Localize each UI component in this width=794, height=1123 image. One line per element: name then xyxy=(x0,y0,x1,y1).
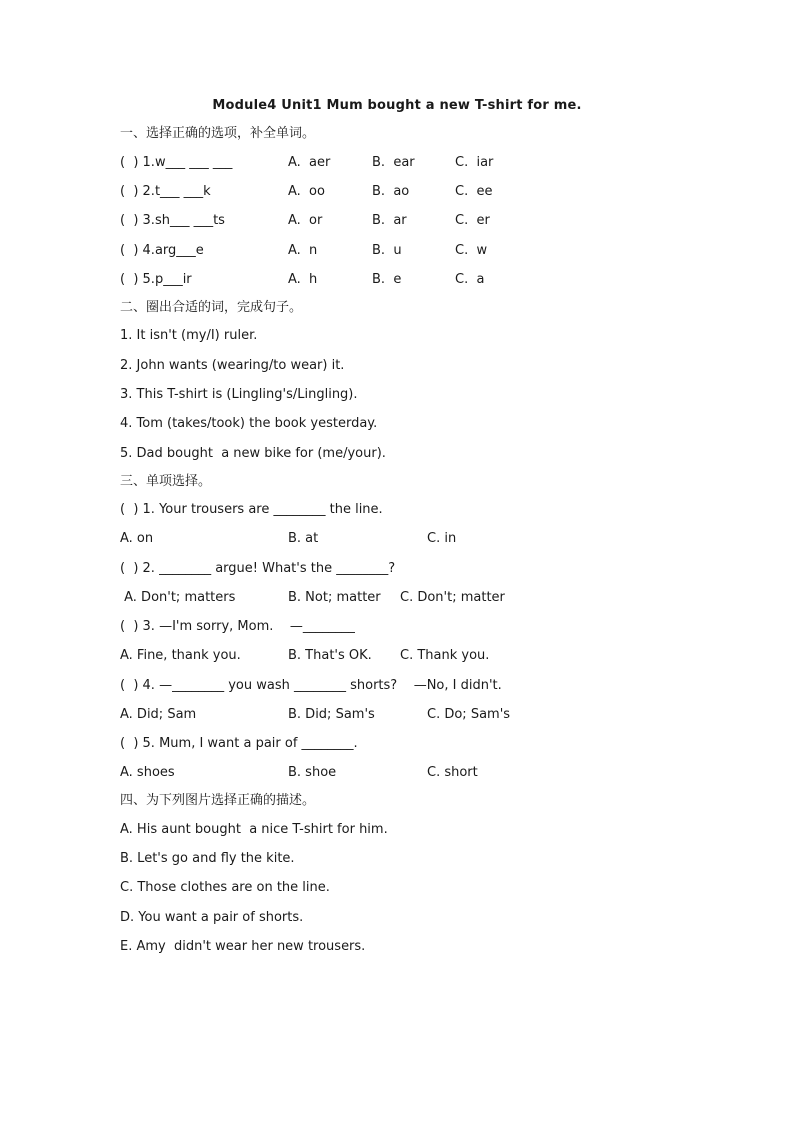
s1-q3-option-c: C. er xyxy=(455,213,490,228)
s3-q2-option-b: B. Not; matter xyxy=(288,590,381,605)
s2-sentence-5: 5. Dad bought a new bike for (me/your). xyxy=(120,446,386,461)
s3-q5-option-b: B. shoe xyxy=(288,765,337,780)
s1-question-1: ( ) 1.w___ ___ ___ xyxy=(120,155,233,170)
s4-description-b: B. Let's go and fly the kite. xyxy=(120,851,295,866)
s2-sentence-4: 4. Tom (takes/took) the book yesterday. xyxy=(120,416,378,431)
s3-question-4: ( ) 4. —________ you wash ________ shorts? —No, I didn't. xyxy=(120,678,502,693)
s1-q1-option-c: C. iar xyxy=(455,155,494,170)
s1-question-2: ( ) 2.t___ ___k xyxy=(120,184,211,199)
s3-question-3: ( ) 3. —I'm sorry, Mom. —________ xyxy=(120,619,355,634)
s1-q1-option-b: B. ear xyxy=(372,155,415,170)
s1-q2-option-b: B. ao xyxy=(372,184,410,199)
s3-q1-option-a: A. on xyxy=(120,531,154,546)
s1-q3-option-a: A. or xyxy=(288,213,323,228)
s3-q1-option-b: B. at xyxy=(288,531,319,546)
s3-q3-option-b: B. That's OK. xyxy=(288,648,372,663)
s2-sentence-2: 2. John wants (wearing/to wear) it. xyxy=(120,358,345,373)
page-title: Module4 Unit1 Mum bought a new T-shirt for me. xyxy=(212,98,582,113)
s3-q4-option-b: B. Did; Sam's xyxy=(288,707,375,722)
s1-q2-option-a: A. oo xyxy=(288,184,325,199)
s1-q4-option-c: C. w xyxy=(455,243,488,258)
s1-q4-option-a: A. n xyxy=(288,243,318,258)
s4-description-a: A. His aunt bought a nice T-shirt for him. xyxy=(120,822,388,837)
s1-q4-option-b: B. u xyxy=(372,243,402,258)
section3-heading: 三、单项选择。 xyxy=(120,474,212,489)
s3-q2-option-c: C. Don't; matter xyxy=(400,590,505,605)
s1-q5-option-c: C. a xyxy=(455,272,485,287)
s1-q2-option-c: C. ee xyxy=(455,184,493,199)
s3-q1-option-c: C. in xyxy=(427,531,457,546)
s1-question-4: ( ) 4.arg___e xyxy=(120,243,204,258)
s2-sentence-3: 3. This T-shirt is (Lingling's/Lingling). xyxy=(120,387,358,402)
section4-heading: 四、为下列图片选择正确的描述。 xyxy=(120,793,316,808)
s4-description-e: E. Amy didn't wear her new trousers. xyxy=(120,939,366,954)
s4-description-d: D. You want a pair of shorts. xyxy=(120,910,304,925)
s3-question-2: ( ) 2. ________ argue! What's the ________? xyxy=(120,561,396,576)
s1-q3-option-b: B. ar xyxy=(372,213,407,228)
s3-q3-option-a: A. Fine, thank you. xyxy=(120,648,241,663)
s3-q4-option-a: A. Did; Sam xyxy=(120,707,197,722)
s3-q2-option-a: A. Don't; matters xyxy=(120,590,236,605)
s3-question-5: ( ) 5. Mum, I want a pair of ________. xyxy=(120,736,358,751)
s3-q5-option-a: A. shoes xyxy=(120,765,175,780)
s2-sentence-1: 1. It isn't (my/I) ruler. xyxy=(120,328,258,343)
section2-heading: 二、圈出合适的词，完成句子。 xyxy=(120,300,303,315)
s1-q5-option-b: B. e xyxy=(372,272,402,287)
s3-q5-option-c: C. short xyxy=(427,765,478,780)
s4-description-c: C. Those clothes are on the line. xyxy=(120,880,330,895)
s3-q4-option-c: C. Do; Sam's xyxy=(427,707,511,722)
s1-q5-option-a: A. h xyxy=(288,272,318,287)
s1-question-3: ( ) 3.sh___ ___ts xyxy=(120,213,225,228)
section1-heading: 一、选择正确的选项，补全单词。 xyxy=(120,126,316,141)
s3-q3-option-c: C. Thank you. xyxy=(400,648,490,663)
s3-question-1: ( ) 1. Your trousers are ________ the line. xyxy=(120,502,383,517)
s1-q1-option-a: A. aer xyxy=(288,155,331,170)
s1-question-5: ( ) 5.p___ir xyxy=(120,272,192,287)
